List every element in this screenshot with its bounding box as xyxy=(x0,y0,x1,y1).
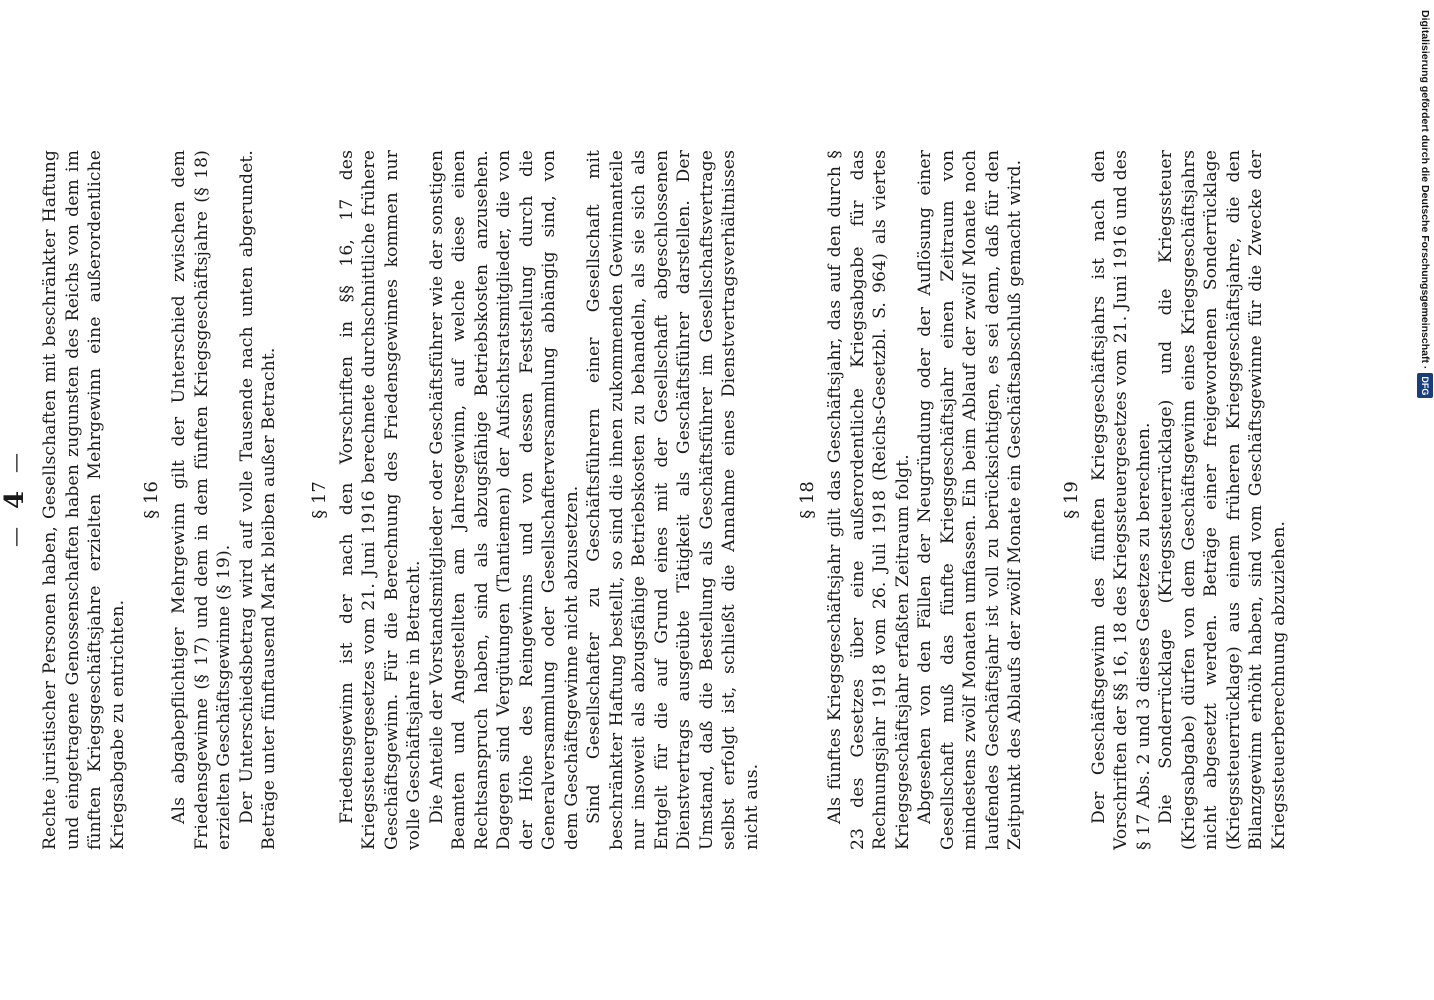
page-number: 4 xyxy=(0,490,30,510)
section-18-heading: § 18 xyxy=(797,481,818,519)
credit-text: Digitalisierung gefördert durch die Deutsche Forschungsgemeinschaft · xyxy=(1419,10,1431,370)
document-page xyxy=(0,150,1289,850)
section-16-paragraph-2: Der Unterschiedsbetrag wird auf volle Tausende nach unten abgerundet. Beträge unter fünftausend Mark bleiben außer Betracht. xyxy=(236,150,279,850)
dfg-logo: DFG xyxy=(1417,373,1433,398)
page-header xyxy=(0,150,35,850)
section-17-paragraph-3: Sind Gesellschafter zu Geschäftsführern einer Gesellschaft mit beschränkter Haftung bestellt, so sind die ihnen zukommenden Gewinnanteile nur insoweit als abzugsfähige Betriebskosten zu behandeln, als sie sich als Entgelt für die auf Grund eines mit der Gesellschaft abgeschlossenen Dienstvertrags ausgeübte Tätigkeit als Geschäftsführer darstellen. Der Umstand, daß die Bestellung als Geschäftsführer im Gesellschaftsvertrage selbst erfolgt ist, schließt die Annahme eines Dienstvertragsverhältnisses nicht aus. xyxy=(584,150,762,850)
intro-paragraph: Rechte juristischer Personen haben, Gesellschaften mit beschränkter Haftung und eingetragene Genossenschaften haben zugunsten des Reichs von dem im fünften Kriegsgeschäftsjahre erzielten Mehrgewinn eine außerordentliche Kriegsabgabe zu entrichten. xyxy=(40,150,128,850)
section-18-paragraph-2: Abgesehen von den Fällen der Neugründung oder der Auflösung einer Gesellschaft muß das fünfte Kriegsgeschäftsjahr einen Zeitraum von mindestens zwölf Monaten umfassen. Ein beim Ablauf der zwölf Monate noch laufendes Geschäftsjahr ist voll zu berücksichtigen, es sei denn, daß für den Zeitpunkt des Ablaufs der zwölf Monate ein Geschäftsabschluß gemacht wird. xyxy=(915,150,1025,850)
section-18-paragraph-1: Als fünftes Kriegsgeschäftsjahr gilt das Geschäftsjahr, das auf den durch § 23 des Gesetzes über eine außerordentliche Kriegsabgabe für das Rechnungsjahr 1918 vom 26. Juli 1918 (Reichs-Gesetzbl. S. 964) als viertes Kriegsgeschäftsjahr erfaßten Zeitraum folgt. xyxy=(825,150,913,850)
section-17-paragraph-1: Friedensgewinn ist der nach den Vorschriften in §§ 16, 17 des Kriegssteuergesetzes vom 21. Juni 1916 berechnete durchschnittliche frühere Geschäftsgewinn. Für die Berechnung des Friedensgewinnes kommen nur volle Geschäftsjahre in Betracht. xyxy=(336,150,424,850)
section-19-paragraph-1: Der Geschäftsgewinn des fünften Kriegsgeschäftsjahrs ist nach den Vorschriften der §§ 16, 18 des Kriegssteuergesetzes vom 21. Juni 1916 und des § 17 Abs. 2 und 3 dieses Gesetzes zu berechnen. xyxy=(1088,150,1154,850)
header-dash-left: — xyxy=(3,527,27,548)
section-17-paragraph-2: Die Anteile der Vorstandsmitglieder oder Geschäftsführer wie der sonstigen Beamten und Angestellten am Jahresgewinn, auf welche diese einen Rechtsanspruch haben, sind als abzugsfähige Betriebskosten anzusehen. Dagegen sind Vergütungen (Tantiemen) der Aufsichtsratsmitglieder, die von der Höhe des Reingewinns und von dessen Feststellung durch die Generalversammlung oder Gesellschafterversammlung abhängig sind, von dem Geschäftsgewinne nicht abzusetzen. xyxy=(426,150,582,850)
section-16-paragraph-1: Als abgabepflichtiger Mehrgewinn gilt der Unterschied zwischen dem Friedensgewinne (§ 17) und dem in dem fünften Kriegsgeschäftsjahre (§ 18) erzielten Geschäftsgewinne (§ 19). xyxy=(169,150,234,850)
header-dash-right: — xyxy=(3,452,27,473)
section-16-heading: § 16 xyxy=(141,481,162,519)
section-19-heading: § 19 xyxy=(1060,481,1082,519)
digitization-credit xyxy=(1417,10,1433,400)
section-17-heading: § 17 xyxy=(308,481,330,519)
section-19-paragraph-2: Die Sonderrücklage (Kriegssteuerrücklage) und die Kriegssteuer (Kriegsabgabe) dürfen von dem Geschäftsgewinn eines Kriegsgeschäftsjahrs nicht abgesetzt werden. Beträge einer freigewordenen Sonderrücklage (Kriegssteuerrücklage) aus einem früheren Kriegsgeschäftsjahre, die den Bilanzgewinn erhöht haben, sind vom Geschäftsgewinne für die Zwecke der Kriegssteuerberechnung abzuziehen. xyxy=(1156,150,1289,850)
